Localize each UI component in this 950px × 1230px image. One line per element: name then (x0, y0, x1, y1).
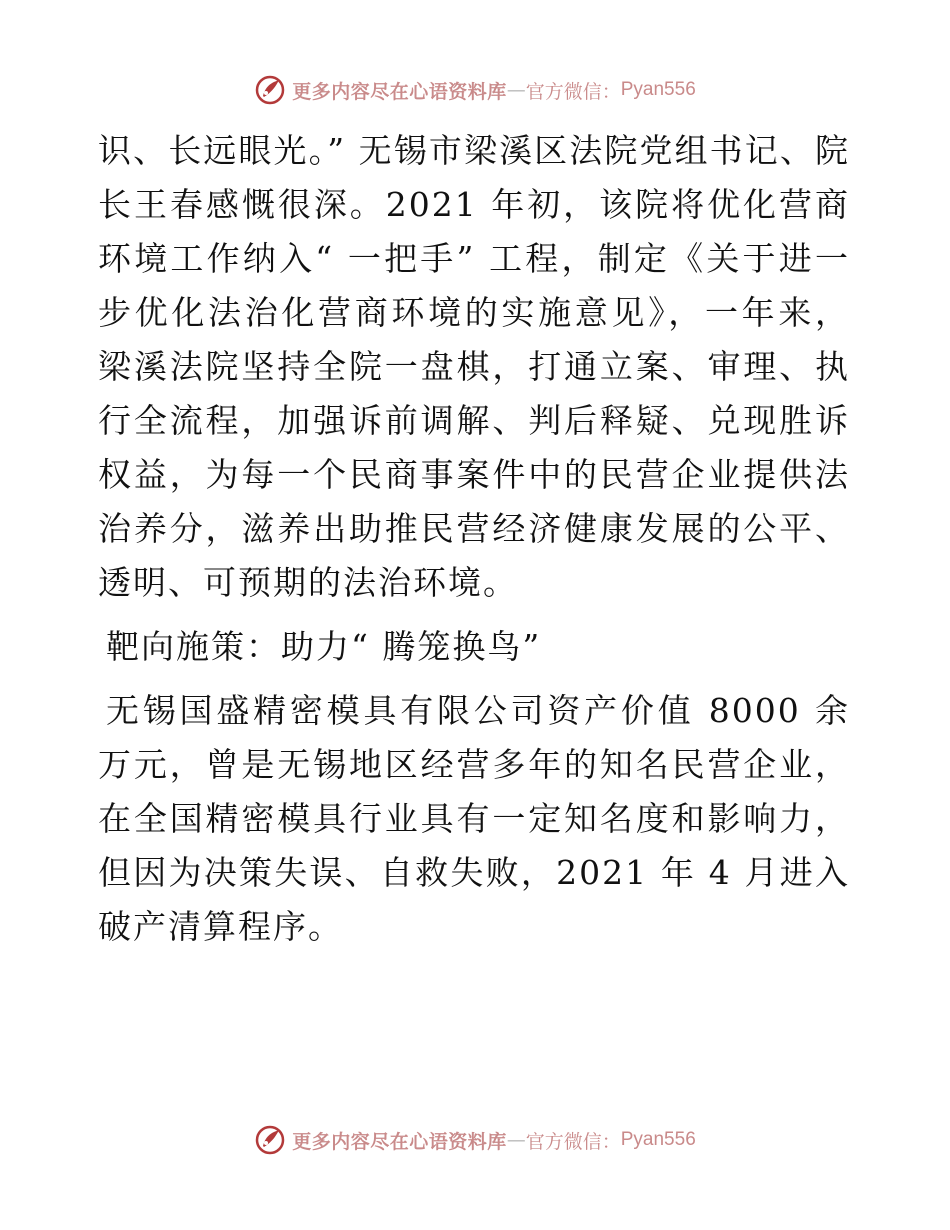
watermark-dash: — (506, 1129, 526, 1151)
document-body (98, 124, 850, 954)
body-paragraph-1: 识、长远眼光。” 无锡市梁溪区法院党组书记、院长王春感慨很深。2021 年初，该院将优化营商环境工作纳入“ 一把手” 工程，制定《关于进一步优化法治化营商环境的实施意见》，一年来，梁溪法院坚持全院一盘棋，打通立案、审理、执行全流程，加强诉前调解、判后释疑、兑现胜诉权益，为每一个民商事案件中的民营企业提供法治养分，滋养出助推民营经济健康发展的公平、透明、可预期的法治环境。 (98, 131, 850, 602)
watermark-wechat-label: 官方微信： (525, 1130, 621, 1153)
body-paragraph-2: 无锡国盛精密模具有限公司资产价值 8000 余万元，曾是无锡地区经营多年的知名民营企业，在全国精密模具行业具有一定知名度和影响力，但因为决策失误、自救失败，2021 年 4 月进入破产清算程序。 (98, 691, 850, 946)
section-heading: 靶向施策：助力“ 腾笼换鸟” (106, 627, 542, 666)
watermark-dash: — (506, 79, 526, 101)
watermark-main-text: 更多内容尽在心语资料库 (292, 80, 507, 103)
brand-logo-icon (254, 1124, 286, 1156)
watermark-wechat-id: Pyan556 (620, 79, 696, 100)
watermark-wechat-label: 官方微信： (525, 80, 621, 103)
brand-logo-icon (254, 74, 286, 106)
watermark-wechat-id: Pyan556 (620, 1129, 696, 1150)
watermark-main-text: 更多内容尽在心语资料库 (292, 1130, 507, 1153)
footer-watermark (0, 1120, 950, 1160)
header-watermark (0, 70, 950, 110)
